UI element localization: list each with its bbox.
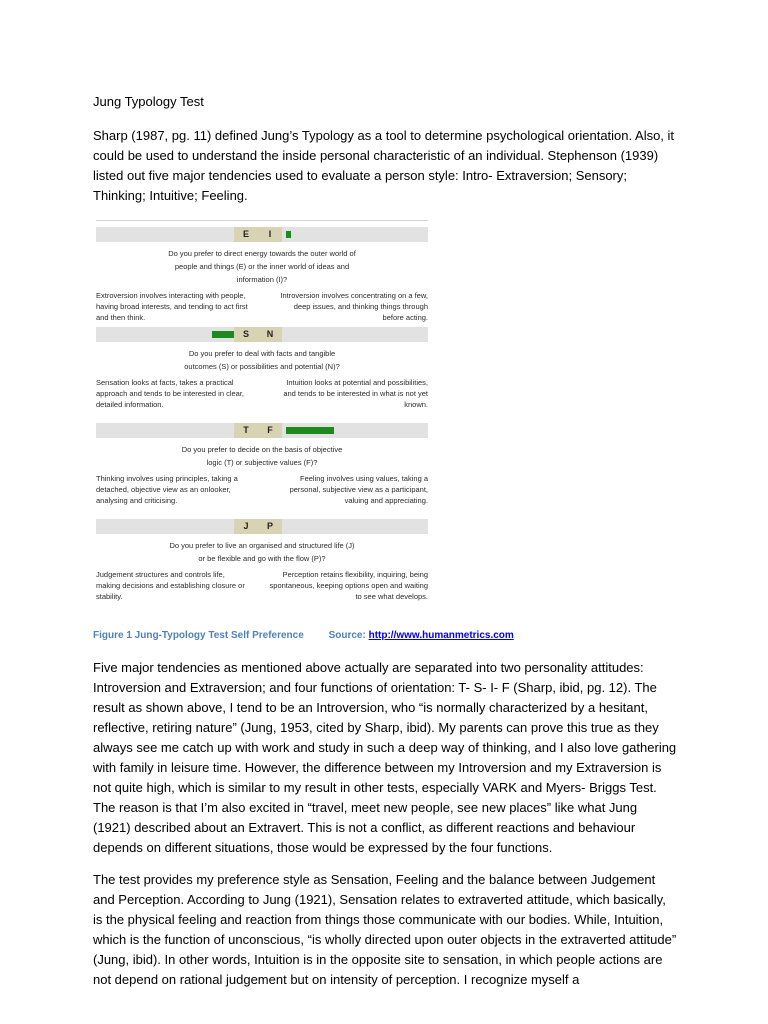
section-sn <box>96 327 428 423</box>
figure-top-rule <box>96 220 428 221</box>
section-tf <box>96 423 428 519</box>
letter-n: N <box>258 327 282 342</box>
caption-label: Figure 1 Jung-Typology Test Self Preference <box>93 630 304 641</box>
preference-bar-ei <box>286 231 291 238</box>
section-tf-letters <box>234 423 282 438</box>
section-jp-question: Do you prefer to live an organised and structured life (J) or be flexible and go with the flow (P)? <box>169 541 355 563</box>
section-tf-band <box>96 423 428 438</box>
section-sn-question: Do you prefer to deal with facts and tangible outcomes (S) or possibilities and potential (N)? <box>184 349 340 371</box>
section-sn-right-text: Intuition looks at potential and possibilities, and tends to be interested in what is not yet known. <box>283 378 428 409</box>
letter-i: I <box>258 227 282 242</box>
letter-f: F <box>258 423 282 438</box>
section-ei-descriptions <box>96 290 428 323</box>
paragraph-sensation: The test provides my preference style as Sensation, Feeling and the balance between Judgement and Perception. According to Jung (1921), Sensation relates to extraverted attitude, which basically, is the physical feeling and reaction from things those communicate with our bodies. While, Intuition, which is the function of unconscious, “is wholly directed upon outer objects in the extraverted attitude” (Jung, ibid). In other words, Intuition is in the opposite site to sensation, in which people actions are not depend on rational judgement but on intensity of perception. I recognize myself a <box>93 872 677 987</box>
preference-bar-sn <box>212 331 234 338</box>
section-jp-letters <box>234 519 282 534</box>
preference-bar-tf <box>286 427 334 434</box>
section-ei-band <box>96 227 428 242</box>
letter-s: S <box>234 327 258 342</box>
section-sn-descriptions <box>96 377 428 410</box>
source-label: Source: <box>328 630 369 641</box>
figure-caption <box>93 629 678 643</box>
section-sn-left-text: Sensation looks at facts, takes a practical approach and tends to be interested in clear, detailed information. <box>96 378 245 409</box>
section-jp-descriptions <box>96 569 428 602</box>
paragraph-introversion: Five major tendencies as mentioned above actually are separated into two personality attitudes: Introversion and Extraversion; and four functions of orientation: T- S- I- F (Sharp, ibid, pg. 12). The result as shown above, I tend to be an Introversion, who “is normally characterized by a hesitant, reflective, retiring nature” (Jung, 1953, cited by Sharp, ibid). My parents can prove this true as they always see me catch up with work and study in such a deep way of thinking, and I also love gathering with family in leisure time. However, the difference between my Introversion and my Extraversion is not quite high, which is similar to my result in other tests, especially VARK and Myers- Briggs Test. The reason is that I’m also excited in “travel, meet new people, see new places” like what Jung (1921) described about an Extravert. This is not a conflict, as different reactions and behaviour depends on different situations, those would be expressed by the four functions. <box>93 660 677 855</box>
document-title: Jung Typology Test <box>93 94 204 109</box>
section-jp-band <box>96 519 428 534</box>
intro-paragraph: Sharp (1987, pg. 11) defined Jung’s Typology as a tool to determine psychological orientation. Also, it could be used to understand the inside personal characteristic of an individual. Stephenson (1939) listed out five major tendencies used to evaluate a person style: Intro- Extraversion; Sensory; Thinking; Intuitive; Feeling. <box>93 128 675 203</box>
section-jp-left-text: Judgement structures and controls life, making decisions and establishing closure or stability. <box>96 570 245 601</box>
letter-e: E <box>234 227 258 242</box>
caption-source <box>329 630 514 641</box>
section-sn-band <box>96 327 428 342</box>
section-tf-right-text: Feeling involves using values, taking a personal, subjective view as a participant, valuing and appreciating. <box>289 474 428 505</box>
source-link[interactable]: http://www.humanmetrics.com <box>368 630 514 641</box>
section-jp-right-text: Perception retains flexibility, inquiring, being spontaneous, keeping options open and waiting to see what develops. <box>269 570 428 601</box>
letter-p: P <box>258 519 282 534</box>
letter-j: J <box>234 519 258 534</box>
section-ei-letters <box>234 227 282 242</box>
section-ei <box>96 227 428 327</box>
section-tf-left-text: Thinking involves using principles, taking a detached, objective view as an onlooker, analysing and criticising. <box>96 474 238 505</box>
section-ei-right-text: Introversion involves concentrating on a few, deep issues, and thinking things through before acting. <box>280 291 428 322</box>
letter-t: T <box>234 423 258 438</box>
section-tf-descriptions <box>96 473 428 506</box>
section-jp <box>96 519 428 611</box>
section-tf-question: Do you prefer to decide on the basis of objective logic (T) or subjective values (F)? <box>181 445 343 467</box>
section-ei-question: Do you prefer to direct energy towards the outer world of people and things (E) or the inner world of ideas and information (I)? <box>168 249 356 284</box>
section-ei-left-text: Extroversion involves interacting with people, having broad interests, and tending to act first and then think. <box>96 291 248 322</box>
typology-figure <box>96 220 428 611</box>
section-sn-letters <box>234 327 282 342</box>
